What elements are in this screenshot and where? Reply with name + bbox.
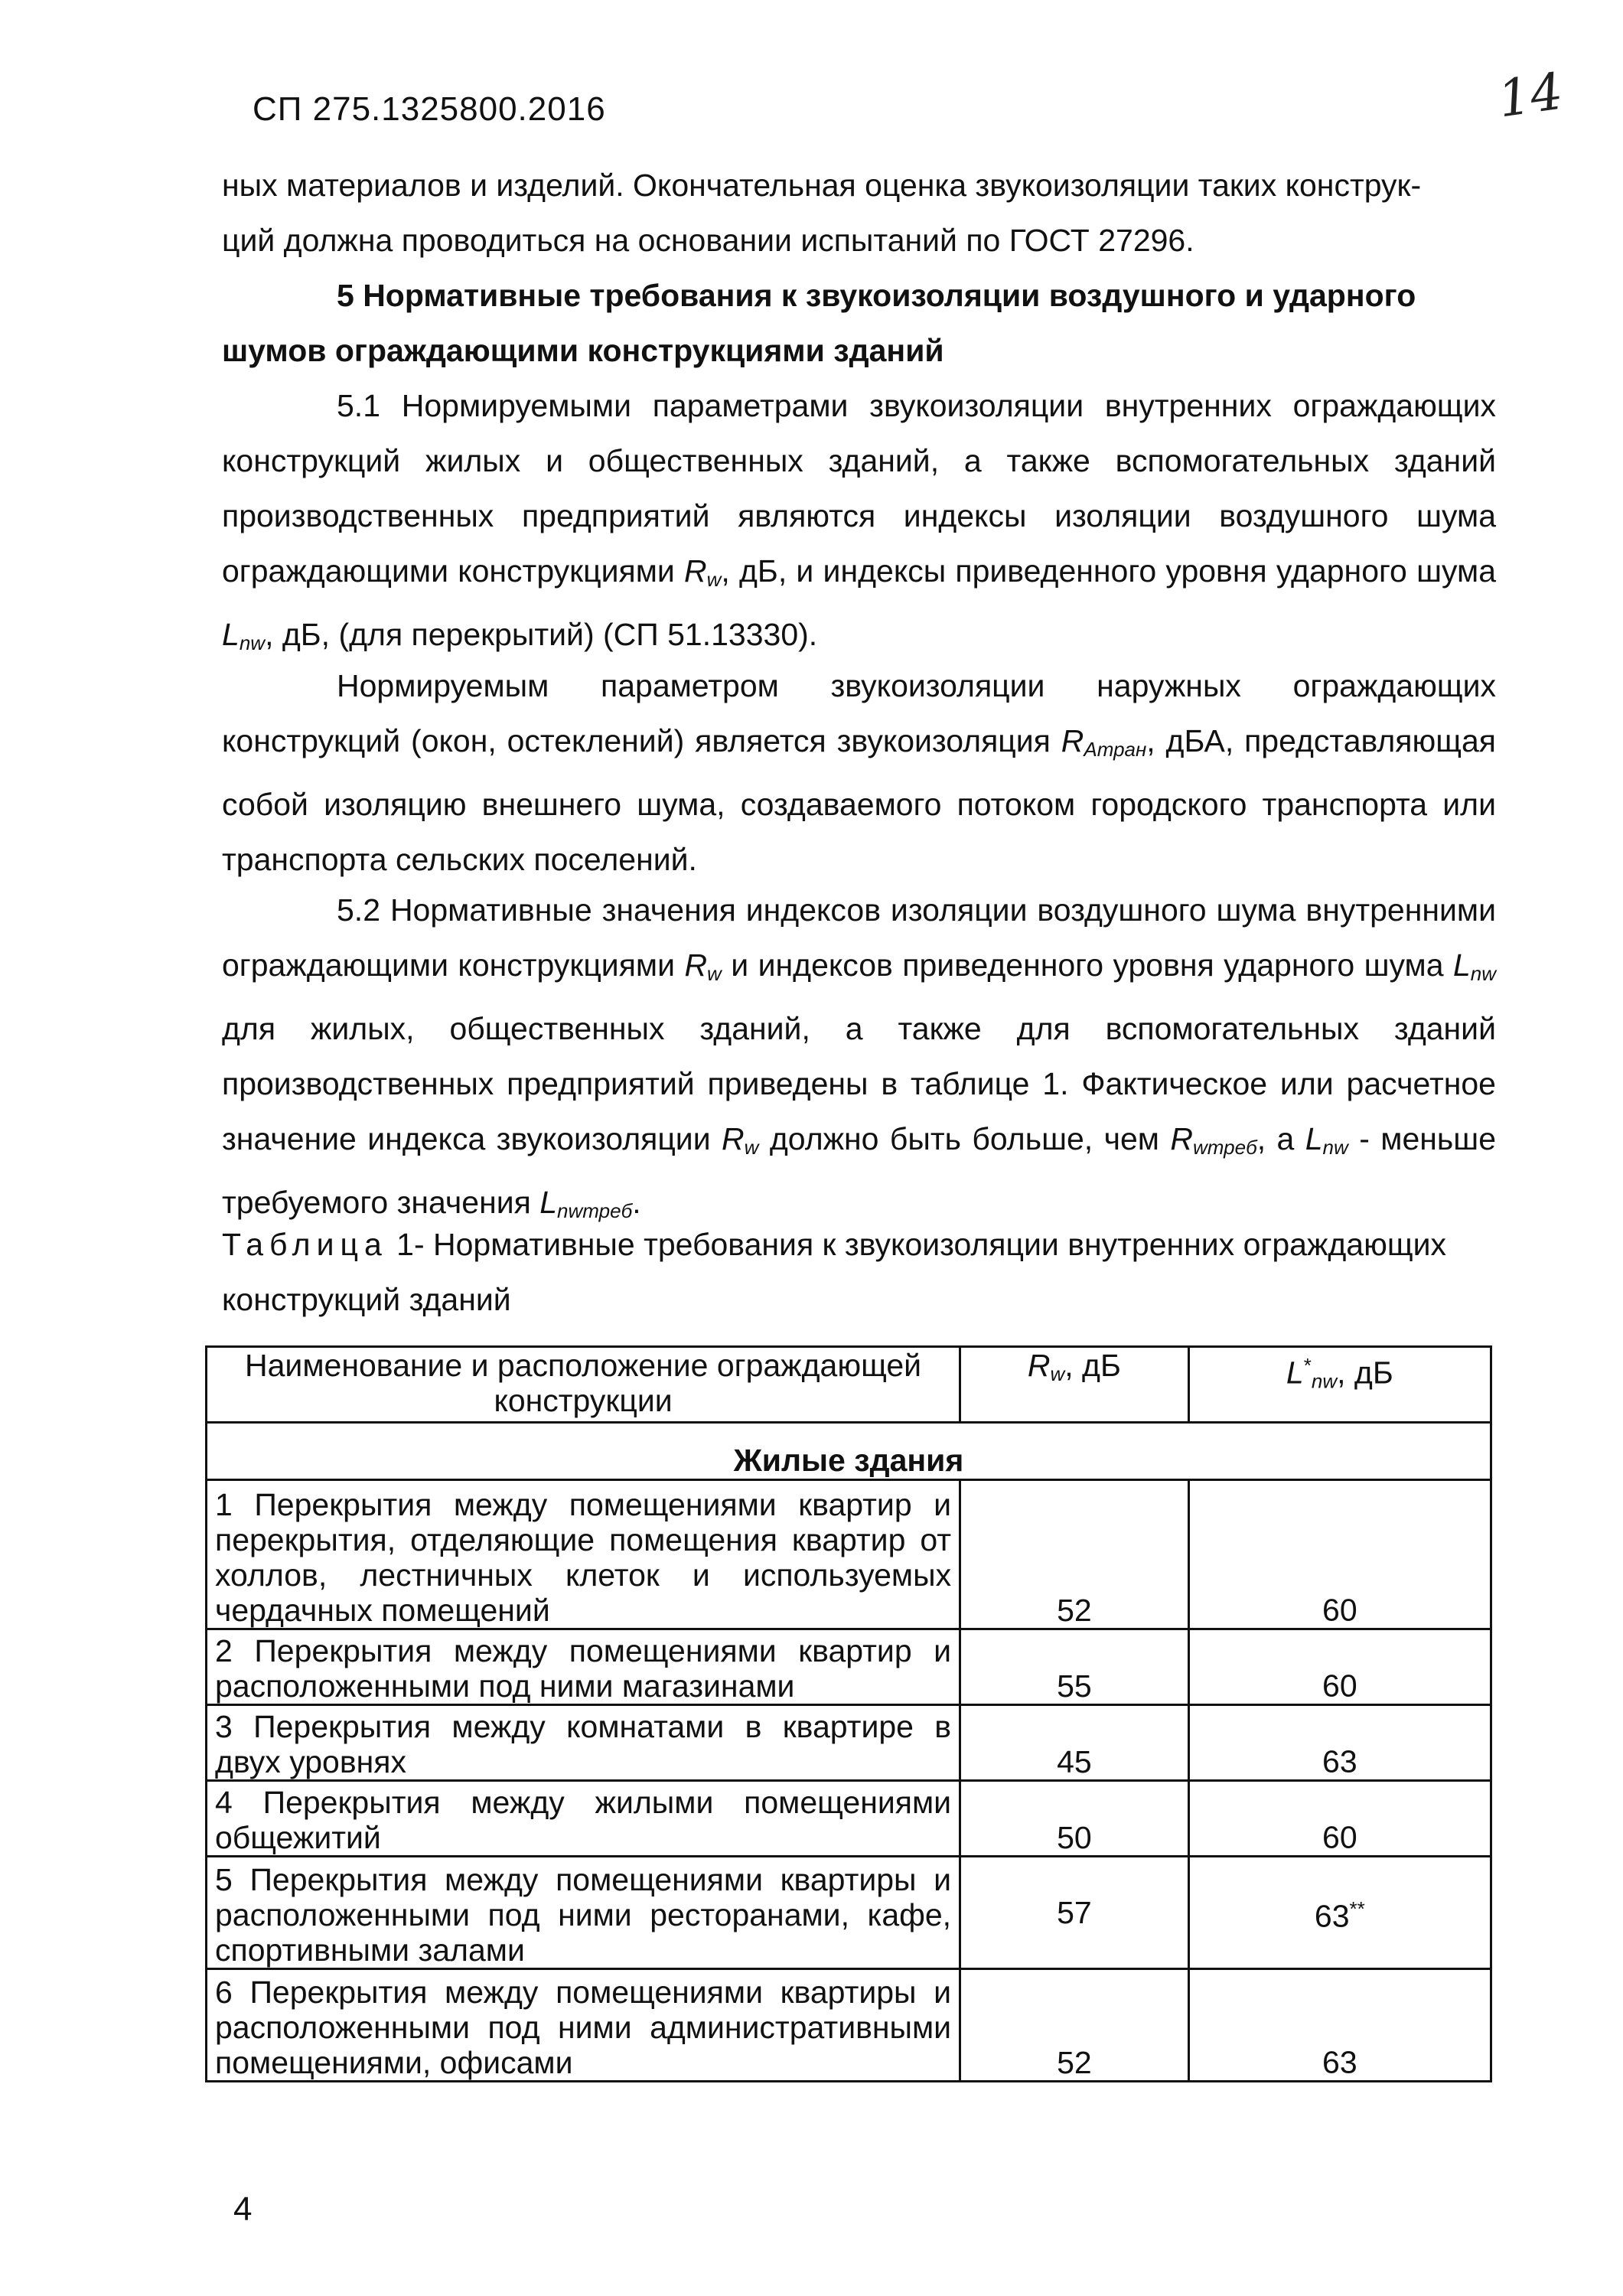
- table-section-row: [207, 1423, 1491, 1480]
- table-row: [207, 1781, 1491, 1857]
- section-5-title: [222, 268, 1496, 378]
- p51-text-b: , дБ, и индексы приведенного уровня ударного шума: [721, 553, 1496, 589]
- table-row: [207, 1969, 1491, 2082]
- symbol-lnw-required-sub: nwтреб: [557, 1199, 633, 1222]
- symbol-lnw-sub: nw: [1470, 962, 1496, 985]
- document-code: СП 275.1325800.2016: [253, 90, 606, 128]
- row-lnw: [1188, 1480, 1491, 1629]
- page-number: 4: [233, 2190, 253, 2228]
- row-rw: 50: [960, 1781, 1189, 1857]
- handwritten-page-mark: 14: [1494, 61, 1566, 129]
- p52-text-f: - меньше требуемого значения: [222, 1121, 1496, 1220]
- section-title-line-1: 5 Нормативные требования к звукоизоляции воздушного и ударного: [337, 278, 1416, 313]
- row-rw: 52: [960, 1969, 1189, 2082]
- header-rw: [960, 1347, 1189, 1423]
- symbol-rw-required: R: [1170, 1121, 1193, 1156]
- p51b-text-b: , дБА, представляющая собой изоляцию внешнего шума, создаваемого потоком городского транспорта или транспорта сельских поселений.: [222, 723, 1496, 877]
- intro-line-2: ций должна проводиться на основании испытаний по ГОСТ 27296.: [222, 223, 1194, 258]
- symbol-rw-sub: w: [707, 962, 722, 985]
- row-name: 2 Перекрытия между помещениями квартир и расположенными под ними магазинами: [207, 1629, 960, 1705]
- symbol-lnw-required: L: [539, 1185, 558, 1220]
- row-lnw-value: 60: [1322, 1820, 1357, 1855]
- header-lnw-sub: nw: [1311, 1369, 1338, 1393]
- p52-text-d: должно быть больше, чем: [758, 1121, 1171, 1156]
- symbol-ra-sub: Aтран: [1084, 738, 1147, 761]
- table-row: [207, 1629, 1491, 1705]
- row-lnw: [1188, 1781, 1491, 1857]
- intro-paragraph: [222, 158, 1496, 268]
- paragraph-5-1-b: [222, 658, 1496, 887]
- row-rw: 57: [960, 1857, 1189, 1969]
- symbol-rw-sub: w: [706, 568, 722, 591]
- table-row: [207, 1705, 1491, 1781]
- symbol-rw: R: [684, 553, 707, 589]
- symbol-rw-sub: w: [744, 1136, 759, 1159]
- norms-table: [205, 1345, 1492, 2082]
- row-lnw-mark: **: [1349, 1897, 1365, 1921]
- p51b-text-a: Нормируемым параметром звукоизоляции наружных ограждающих конструкций (окон, остеклений) является звукоизоляция: [222, 668, 1496, 758]
- row-lnw: [1188, 1857, 1491, 1969]
- symbol-lnw: L: [222, 617, 240, 652]
- row-name: 5 Перекрытия между помещениями квартиры и расположенными под ними ресторанами, кафе, спортивными залами: [207, 1857, 960, 1969]
- row-name: 1 Перекрытия между помещениями квартир и перекрытия, отделяющие помещения квартир от холлов, лестничных клеток и используемых чердачных помещений: [207, 1480, 960, 1629]
- symbol-lnw-sub: nw: [239, 631, 266, 654]
- row-lnw: [1188, 1705, 1491, 1781]
- table-caption-label: Таблица: [222, 1227, 388, 1262]
- paragraph-5-2: [222, 882, 1496, 1238]
- table-header-row: [207, 1347, 1491, 1423]
- p52-text-g: .: [632, 1185, 641, 1220]
- symbol-lnw: L: [1452, 947, 1471, 983]
- symbol-ra: R: [1061, 723, 1084, 758]
- row-name: 6 Перекрытия между помещениями квартиры и расположенными под ними административными помещениями, офисами: [207, 1969, 960, 2082]
- table-caption: [222, 1217, 1496, 1327]
- table-caption-text: 1- Нормативные требования к звукоизоляции внутренних ограждающих конструкций зданий: [222, 1227, 1446, 1317]
- header-lnw-symbol: L: [1286, 1355, 1304, 1391]
- row-lnw: [1188, 1629, 1491, 1705]
- row-rw: 52: [960, 1480, 1189, 1629]
- header-lnw-unit: , дБ: [1337, 1355, 1393, 1391]
- header-structure-name: Наименование и расположение ограждающей конструкции: [207, 1347, 960, 1423]
- row-rw: 55: [960, 1629, 1189, 1705]
- symbol-lnw: L: [1305, 1121, 1323, 1156]
- p52-text-b: и индексов приведенного уровня ударного шума: [721, 947, 1453, 983]
- section-residential-buildings: Жилые здания: [207, 1423, 1491, 1480]
- row-lnw-value: 63: [1314, 1898, 1350, 1934]
- header-lnw: [1188, 1347, 1491, 1423]
- row-lnw: [1188, 1969, 1491, 2082]
- section-title-line-2: шумов ограждающими конструкциями зданий: [222, 333, 944, 368]
- table-row: [207, 1857, 1491, 1969]
- symbol-lnw-sub: nw: [1322, 1136, 1348, 1159]
- row-lnw-value: 60: [1322, 1593, 1357, 1628]
- row-lnw-value: 63: [1322, 2045, 1357, 2080]
- intro-line-1: ных материалов и изделий. Окончательная оценка звукоизоляции таких конструк-: [222, 168, 1422, 203]
- symbol-rw-required-sub: wтреб: [1193, 1136, 1257, 1159]
- header-rw-symbol: R: [1027, 1348, 1051, 1383]
- p51-text-a: 5.1 Нормируемыми параметрами звукоизоляции внутренних ограждающих конструкций жилых и общественных зданий, а также вспомогательных зданий производственных предприятий являются индексы изоляции воздушного шума ограждающими конструкциями: [222, 388, 1496, 589]
- p52-text-a: 5.2 Нормативные значения индексов изоляции воздушного шума внутренними ограждающими конструкциями: [222, 892, 1496, 983]
- table-row: [207, 1480, 1491, 1629]
- row-lnw-value: 63: [1322, 1744, 1357, 1779]
- row-lnw-value: 60: [1322, 1668, 1357, 1704]
- row-rw: 45: [960, 1705, 1189, 1781]
- symbol-rw: R: [684, 947, 708, 983]
- paragraph-5-1: [222, 378, 1496, 670]
- row-name: 3 Перекрытия между комнатами в квартире в двух уровнях: [207, 1705, 960, 1781]
- header-lnw-sup: *: [1303, 1354, 1312, 1377]
- header-rw-sub: w: [1050, 1362, 1065, 1385]
- p51-text-c: , дБ, (для перекрытий) (СП 51.13330).: [265, 617, 818, 652]
- p52-text-c: для жилых, общественных зданий, а также для вспомогательных зданий производственных предприятий приведены в таблице 1. Фактическое или расчетное значение индекса звукоизоляции: [222, 1011, 1496, 1156]
- symbol-rw: R: [722, 1121, 745, 1156]
- row-name: 4 Перекрытия между жилыми помещениями общежитий: [207, 1781, 960, 1857]
- p52-text-e: , а: [1256, 1121, 1305, 1156]
- header-rw-unit: , дБ: [1064, 1348, 1121, 1383]
